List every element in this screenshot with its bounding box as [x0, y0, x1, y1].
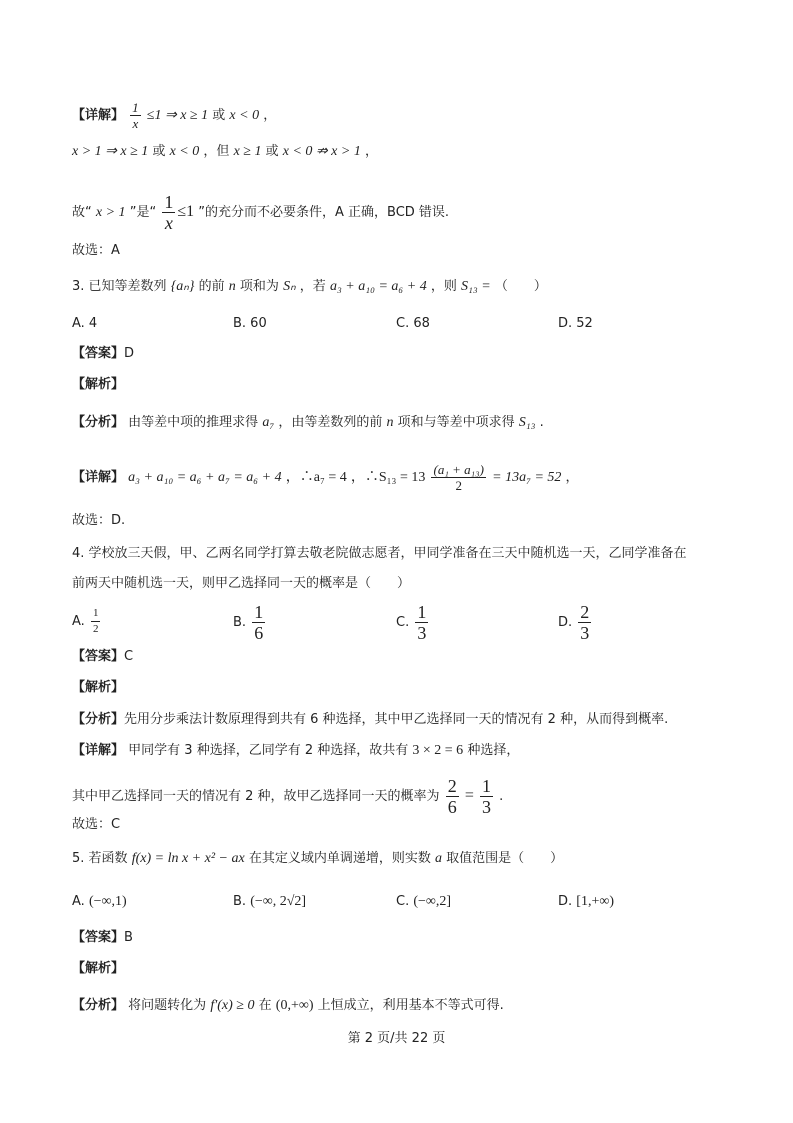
math-expr: x > 1 ⇒ x ≥ 1: [72, 144, 149, 159]
text: 或: [212, 108, 226, 123]
q4-choice: 故选：C: [72, 817, 121, 832]
math-expr: x > 1: [95, 205, 126, 220]
q4-stem-line1: 4. 学校放三天假，甲、乙两名同学打算去敬老院做志愿者，甲同学准备在三天中随机选一天，乙同学准备在: [72, 546, 687, 561]
text: ，: [565, 470, 579, 485]
math-expr: x ≥ 1: [233, 144, 262, 159]
fraction: $\frac{2}{6}$: [447, 776, 457, 817]
text: 项和与等差中项求得: [397, 415, 515, 430]
option-fraction: $\frac{1}{3}$: [417, 602, 427, 643]
analysis-tag: 【解析】: [72, 680, 125, 695]
text: ”的充分而不必要条件，A 正确，BCD 错误.: [198, 205, 450, 220]
text: ，: [263, 108, 277, 123]
q4-stem-line2: 前两天中随机选一天，则甲乙选择同一天的概率是（ ）: [72, 576, 411, 591]
q3-analysis-tag: [72, 375, 124, 395]
text: 上恒成立，利用基本不等式可得.: [317, 998, 504, 1013]
q3-option-d: D. 52: [558, 316, 593, 331]
text: ，: [364, 144, 378, 159]
answer-tag: 【答案】: [72, 930, 125, 945]
answer-value: C: [124, 649, 134, 664]
math-expr: S₁₃ =: [461, 279, 491, 294]
fraction-one-over-x: $\frac{1}{x}$: [132, 100, 139, 131]
math-expr: a: [434, 851, 442, 866]
text: 先用分步乘法计数原理得到共有 6 种选择，其中甲乙选择同一天的情况有 2 种，从而得到概率.: [124, 712, 669, 727]
text: （ ）: [494, 279, 547, 294]
text: 其中甲乙选择同一天的情况有 2 种，故甲乙选择同一天的概率为: [72, 789, 440, 804]
detail-tag: 【详解】: [72, 108, 125, 123]
prev-detail-line2: [72, 142, 378, 162]
fraction-one-over-x: $\frac{1}{x}$: [164, 192, 174, 233]
q3-option-c: C. 68: [396, 316, 430, 331]
q3-answer: [72, 344, 134, 364]
text: .: [499, 789, 504, 804]
math-expr: n: [228, 279, 236, 294]
text: 的前: [198, 279, 225, 294]
fraction: $\frac{1}{3}$: [482, 776, 491, 817]
text: 将问题转化为: [128, 998, 207, 1013]
q3-stem: [72, 277, 547, 297]
q4-answer: [72, 647, 133, 667]
text: ，若: [299, 279, 326, 294]
math-expr: f(x) = ln x + x² − ax: [131, 851, 245, 866]
math-expr: n: [386, 415, 394, 430]
text: 在: [258, 998, 272, 1013]
answer-value: D: [124, 346, 135, 361]
text: 项和为: [239, 279, 279, 294]
math-expr: ≤1 ⇒ x ≥ 1: [146, 108, 209, 123]
math-expr: S₁₃: [518, 415, 536, 430]
fenxi-tag: 【分析】: [72, 415, 125, 430]
text: ，但: [203, 144, 230, 159]
q3-fenxi: [72, 413, 544, 433]
text: 甲同学有 3 种选择，乙同学有 2 种选择，故共有: [128, 743, 409, 758]
text: 或: [265, 144, 279, 159]
math-expr: Sₙ: [283, 279, 296, 294]
text: .: [539, 415, 544, 430]
prev-choice: 故选：A: [72, 243, 120, 258]
q3-detail: [72, 462, 579, 493]
answer-tag: 【答案】: [72, 346, 125, 361]
math-expr: ，∴S₁₃ = 13: [350, 470, 426, 485]
detail-tag: 【详解】: [72, 743, 125, 758]
math-expr: f′(x) ≥ 0: [210, 998, 255, 1013]
q4-option-a: A. $\frac{1}{2}$: [72, 607, 99, 635]
prev-detail-line1: [72, 100, 276, 131]
text: ”是“: [129, 205, 157, 220]
q4-analysis-tag: [72, 678, 124, 698]
q3-option-a: A. 4: [72, 316, 98, 331]
text: 5. 若函数: [72, 851, 128, 866]
math-expr: a₃ + a₁₀ = a₆ + 4: [329, 279, 427, 294]
q5-option-d: D. [1,+∞): [558, 894, 614, 909]
text: 在其定义域内单调递增，则实数: [248, 851, 431, 866]
fenxi-tag: 【分析】: [72, 998, 125, 1013]
option-fraction: $\frac{1}{2}$: [92, 607, 99, 635]
fenxi-tag: 【分析】: [72, 712, 125, 727]
analysis-tag: 【解析】: [72, 377, 125, 392]
q4-detail: [72, 741, 519, 761]
answer-tag: 【答案】: [72, 649, 125, 664]
math-expr: ，∴a₇ = 4: [285, 470, 347, 485]
q5-option-a: A. (−∞,1): [72, 894, 127, 909]
math-expr: x < 0: [169, 144, 200, 159]
text: 或: [152, 144, 166, 159]
math-expr: = 13a₇ = 52: [492, 470, 562, 485]
q5-option-c: C. (−∞,2]: [396, 894, 452, 909]
math-expr: =: [464, 787, 474, 804]
q5-option-b: B. (−∞, 2√2]: [233, 894, 307, 909]
q5-stem: [72, 849, 563, 869]
math-expr: (0,+∞): [275, 998, 314, 1013]
math-expr: a₇: [262, 415, 275, 430]
q4-option-c: C. $\frac{1}{3}$: [396, 602, 427, 643]
math-expr: ≤1: [177, 203, 195, 220]
prev-detail-line3: [72, 192, 449, 233]
text: 取值范围是（ ）: [446, 851, 564, 866]
text: 故“: [72, 205, 92, 220]
option-fraction: $\frac{1}{6}$: [254, 602, 264, 643]
option-fraction: $\frac{2}{3}$: [580, 602, 590, 643]
answer-value: B: [124, 930, 133, 945]
detail-tag: 【详解】: [72, 470, 125, 485]
text: 3. 已知等差数列: [72, 279, 167, 294]
math-expr: 3 × 2 = 6: [412, 743, 464, 758]
q4-detail-line2: [72, 776, 503, 817]
page-footer: 第 2 页/共 22 页: [347, 1031, 446, 1046]
q5-answer: [72, 928, 133, 948]
q4-option-d: D. $\frac{2}{3}$: [558, 602, 590, 643]
q5-fenxi: [72, 996, 504, 1016]
text: ，由等差数列的前: [278, 415, 383, 430]
q4-fenxi: [72, 710, 668, 730]
text: ，则: [430, 279, 457, 294]
text: 由等差中项的推理求得: [128, 415, 259, 430]
q5-analysis-tag: [72, 959, 124, 979]
analysis-tag: 【解析】: [72, 961, 125, 976]
q3-choice: 故选：D.: [72, 513, 126, 528]
math-expr: x < 0 ⇏ x > 1: [282, 144, 361, 159]
fraction-sum-over-2: $\frac{\text{(a₁ + a₁₃)}}{2}$: [433, 462, 484, 493]
q3-option-b: B. 60: [233, 316, 267, 331]
math-expr: x < 0: [229, 108, 260, 123]
q4-option-b: B. $\frac{1}{6}$: [233, 602, 264, 643]
text: 种选择，: [467, 743, 520, 758]
math-expr: a₃ + a₁₀ = a₆ + a₇ = a₆ + 4: [128, 470, 282, 485]
math-expr: {aₙ}: [170, 279, 195, 294]
